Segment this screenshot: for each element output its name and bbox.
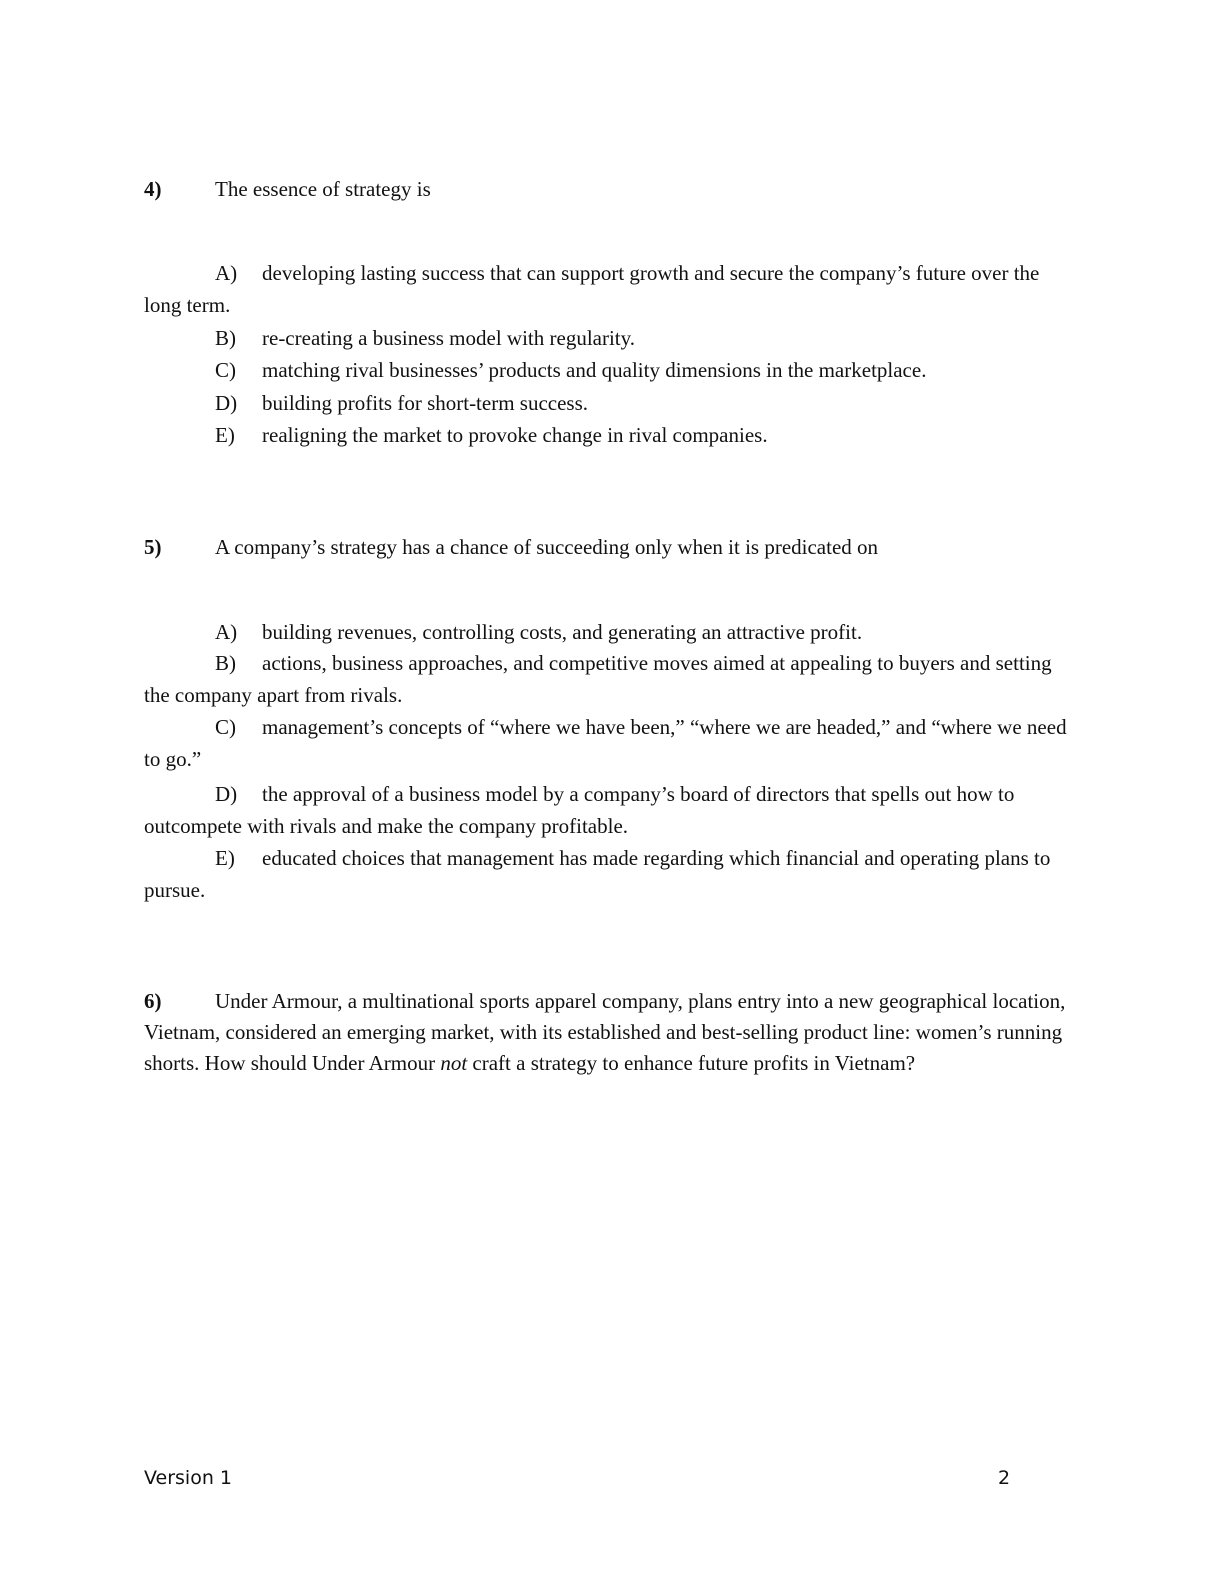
option-label: C) — [215, 358, 236, 382]
footer-version: Version 1 — [144, 1467, 232, 1489]
option-text: actions, business approaches, and competitive moves aimed at appealing to buyers and setting the company apart from rivals. — [144, 651, 1052, 707]
q4-option-b — [144, 322, 1074, 354]
q4-option-c — [144, 354, 1074, 386]
option-label: A) — [215, 620, 238, 644]
option-label: E) — [215, 423, 235, 447]
question-number: 6) — [144, 989, 162, 1013]
footer-page-number: 2 — [998, 1467, 1011, 1489]
question-number: 5) — [144, 535, 162, 559]
question-4-header — [144, 177, 431, 202]
question-6 — [144, 986, 1074, 1079]
question-number: 4) — [144, 177, 162, 201]
option-text: re-creating a business model with regularity. — [262, 326, 636, 350]
q5-option-c — [144, 711, 1074, 775]
option-label: B) — [215, 651, 236, 675]
q5-option-b — [144, 647, 1074, 711]
question-stem: A company’s strategy has a chance of succeeding only when it is predicated on — [215, 535, 879, 559]
option-text: realigning the market to provoke change in rival companies. — [262, 423, 768, 447]
q4-option-e — [144, 419, 1074, 451]
question-5-header — [144, 535, 878, 560]
option-label: E) — [215, 846, 235, 870]
q4-option-d — [144, 387, 1074, 419]
option-text: building profits for short-term success. — [262, 391, 589, 415]
option-label: D) — [215, 391, 238, 415]
option-text: developing lasting success that can support growth and secure the company’s future over the long term. — [144, 261, 1040, 317]
q4-option-a — [144, 257, 1074, 321]
question-stem-end: craft a strategy to enhance future profits in Vietnam? — [472, 1051, 916, 1075]
question-stem: Under Armour, a multinational sports apparel company, plans entry into a new geographical location, Vietnam, considered an emerging market, with its established and best-selling product line: women’s running shorts. How should Under Armour — [144, 989, 1066, 1075]
option-text: matching rival businesses’ products and quality dimensions in the marketplace. — [262, 358, 927, 382]
option-label: C) — [215, 715, 236, 739]
q5-option-d — [144, 778, 1074, 842]
question-stem: The essence of strategy is — [215, 177, 431, 201]
option-label: A) — [215, 261, 238, 285]
option-label: D) — [215, 782, 238, 806]
q5-option-a — [144, 616, 1074, 648]
option-text: building revenues, controlling costs, and generating an attractive profit. — [262, 620, 863, 644]
question-stem-emphasis: not — [440, 1051, 468, 1075]
option-text: educated choices that management has made regarding which financial and operating plans to pursue. — [144, 846, 1051, 902]
option-text: management’s concepts of “where we have been,” “where we are headed,” and “where we need to go.” — [144, 715, 1067, 771]
option-text: the approval of a business model by a company’s board of directors that spells out how to outcompete with rivals and make the company profitable. — [144, 782, 1015, 838]
option-label: B) — [215, 326, 236, 350]
q5-option-e — [144, 842, 1074, 906]
